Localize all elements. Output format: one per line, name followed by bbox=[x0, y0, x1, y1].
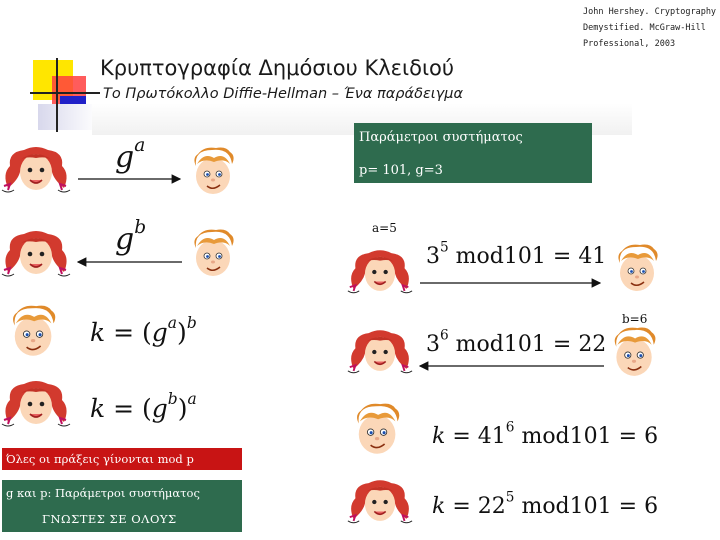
known-parameters-line2: ΓΝΩΣΤΕΣ ΣΕ ΟΛΟΥΣ bbox=[42, 512, 177, 526]
key-formula-bob: $k = (g^a)^b$ bbox=[90, 313, 197, 347]
slide-title: Κρυπτογραφία Δημόσιου Κλειδιού bbox=[100, 56, 455, 80]
mod-note-box bbox=[2, 448, 242, 470]
bob-key-computation: $k = 41^6$ mod101 = 6 bbox=[432, 419, 659, 449]
secret-b-label: b=6 bbox=[622, 312, 648, 326]
alice-key-computation: $k = 22^5$ mod101 = 6 bbox=[432, 489, 659, 519]
secret-a-label: a=5 bbox=[372, 221, 397, 235]
known-parameters-box bbox=[2, 480, 242, 532]
parameters-values: p= 101, g=3 bbox=[359, 163, 443, 178]
mod-note-text: Όλες οι πράξεις γίνονται mod p bbox=[6, 452, 194, 466]
key-formula-alice: $k = (g^b)^a$ bbox=[90, 389, 197, 423]
citation: John Hershey. Cryptography Demystified. McGraw-Hill Professional, 2003 bbox=[583, 7, 717, 49]
known-parameters-line1: g και p: Παράμετροι συστήματος bbox=[6, 486, 200, 500]
public-value-a: $g^a$ bbox=[115, 135, 146, 175]
parameters-heading: Παράμετροι συστήματος bbox=[359, 130, 523, 145]
alice-computation: $3^5$ mod101 = 41 bbox=[426, 239, 607, 269]
public-value-b: $g^b$ bbox=[115, 217, 147, 257]
slide-subtitle: Το Πρωτόκολλο Diffie-Hellman – Ένα παράδειγμα bbox=[103, 86, 464, 102]
bob-computation: $3^6$ mod101 = 22 bbox=[426, 327, 607, 357]
